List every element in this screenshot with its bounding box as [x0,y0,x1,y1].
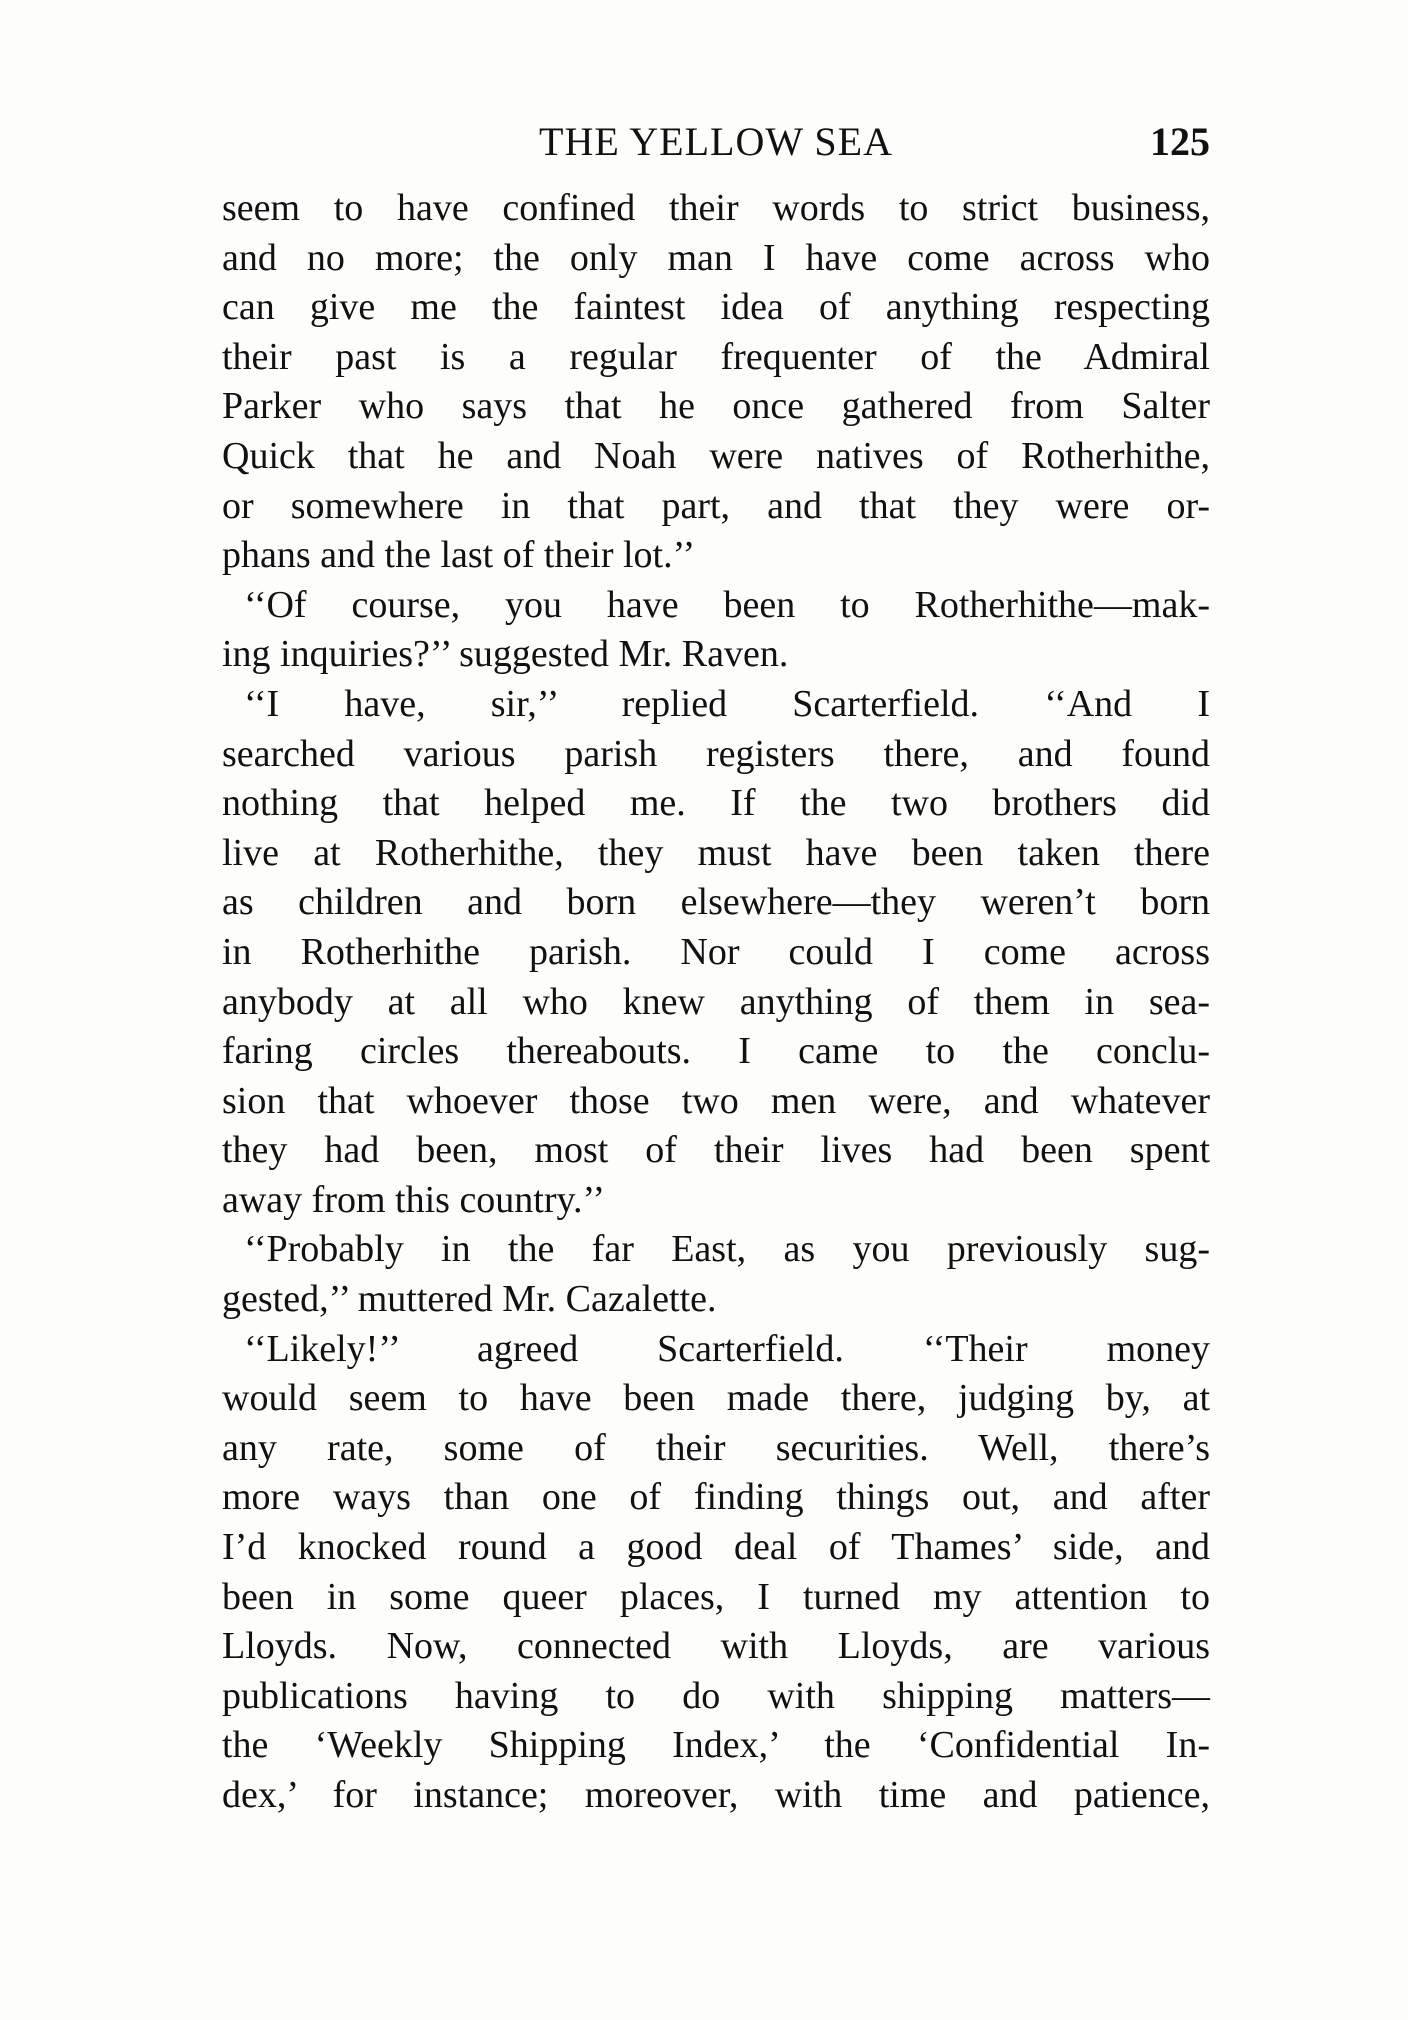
text-line: away from this country.’’ [222,1178,606,1221]
text-line: they had been, most of their lives had been spent [222,1129,1210,1172]
text-line: more ways than one of finding things out, and after [222,1476,1210,1519]
text-line: ing inquiries?’’ suggested Mr. Raven. [222,633,789,676]
text-line: ‘‘Probably in the far East, as you previously sug- [244,1228,1210,1271]
text-line: ‘‘Of course, you have been to Rotherhithe—mak- [244,583,1210,626]
running-title: THE YELLOW SEA [539,119,893,164]
body-text [222,184,1210,1821]
text-line: their past is a regular frequenter of the Admiral [222,335,1210,378]
text-line: sion that whoever those two men were, and whatever [222,1079,1210,1122]
text-line: as children and born elsewhere—they weren’t born [222,881,1210,924]
text-line: or somewhere in that part, and that they were or- [222,484,1210,527]
text-line: searched various parish registers there, and found [222,732,1210,775]
text-line: and no more; the only man I have come across who [222,236,1210,279]
text-line: in Rotherhithe parish. Nor could I come across [222,930,1210,973]
text-line: Parker who says that he once gathered from Salter [222,385,1210,428]
text-line: seem to have confined their words to strict business, [222,187,1210,229]
text-line: live at Rotherhithe, they must have been taken there [222,831,1210,874]
text-line: anybody at all who knew anything of them in sea- [222,980,1210,1023]
text-line: been in some queer places, I turned my attention to [222,1575,1210,1618]
text-line: nothing that helped me. If the two brothers did [222,782,1210,825]
text-line: I’d knocked round a good deal of Thames’ side, and [222,1526,1210,1569]
text-line: the ‘Weekly Shipping Index,’ the ‘Confidential In- [222,1724,1210,1767]
text-line: gested,’’ muttered Mr. Cazalette. [222,1278,717,1321]
text-line: faring circles thereabouts. I came to the conclu- [222,1030,1210,1073]
page-number: 125 [1150,119,1210,164]
text-line: Lloyds. Now, connected with Lloyds, are various [222,1625,1210,1668]
text-line: can give me the faintest idea of anything respecting [222,286,1210,329]
text-line: ‘‘Likely!’’ agreed Scarterfield. ‘‘Their money [244,1327,1210,1370]
text-line: phans and the last of their lot.’’ [222,534,696,577]
page-header [222,118,1210,178]
text-line: dex,’ for instance; moreover, with time and patience, [222,1774,1210,1816]
text-line: would seem to have been made there, judging by, at [222,1377,1210,1420]
text-line: Quick that he and Noah were natives of Rotherhithe, [222,434,1210,477]
text-line: ‘‘I have, sir,’’ replied Scarterfield. ‘‘And I [244,682,1210,725]
text-line: any rate, some of their securities. Well, there’s [222,1426,1210,1469]
text-line: publications having to do with shipping matters— [222,1674,1210,1717]
